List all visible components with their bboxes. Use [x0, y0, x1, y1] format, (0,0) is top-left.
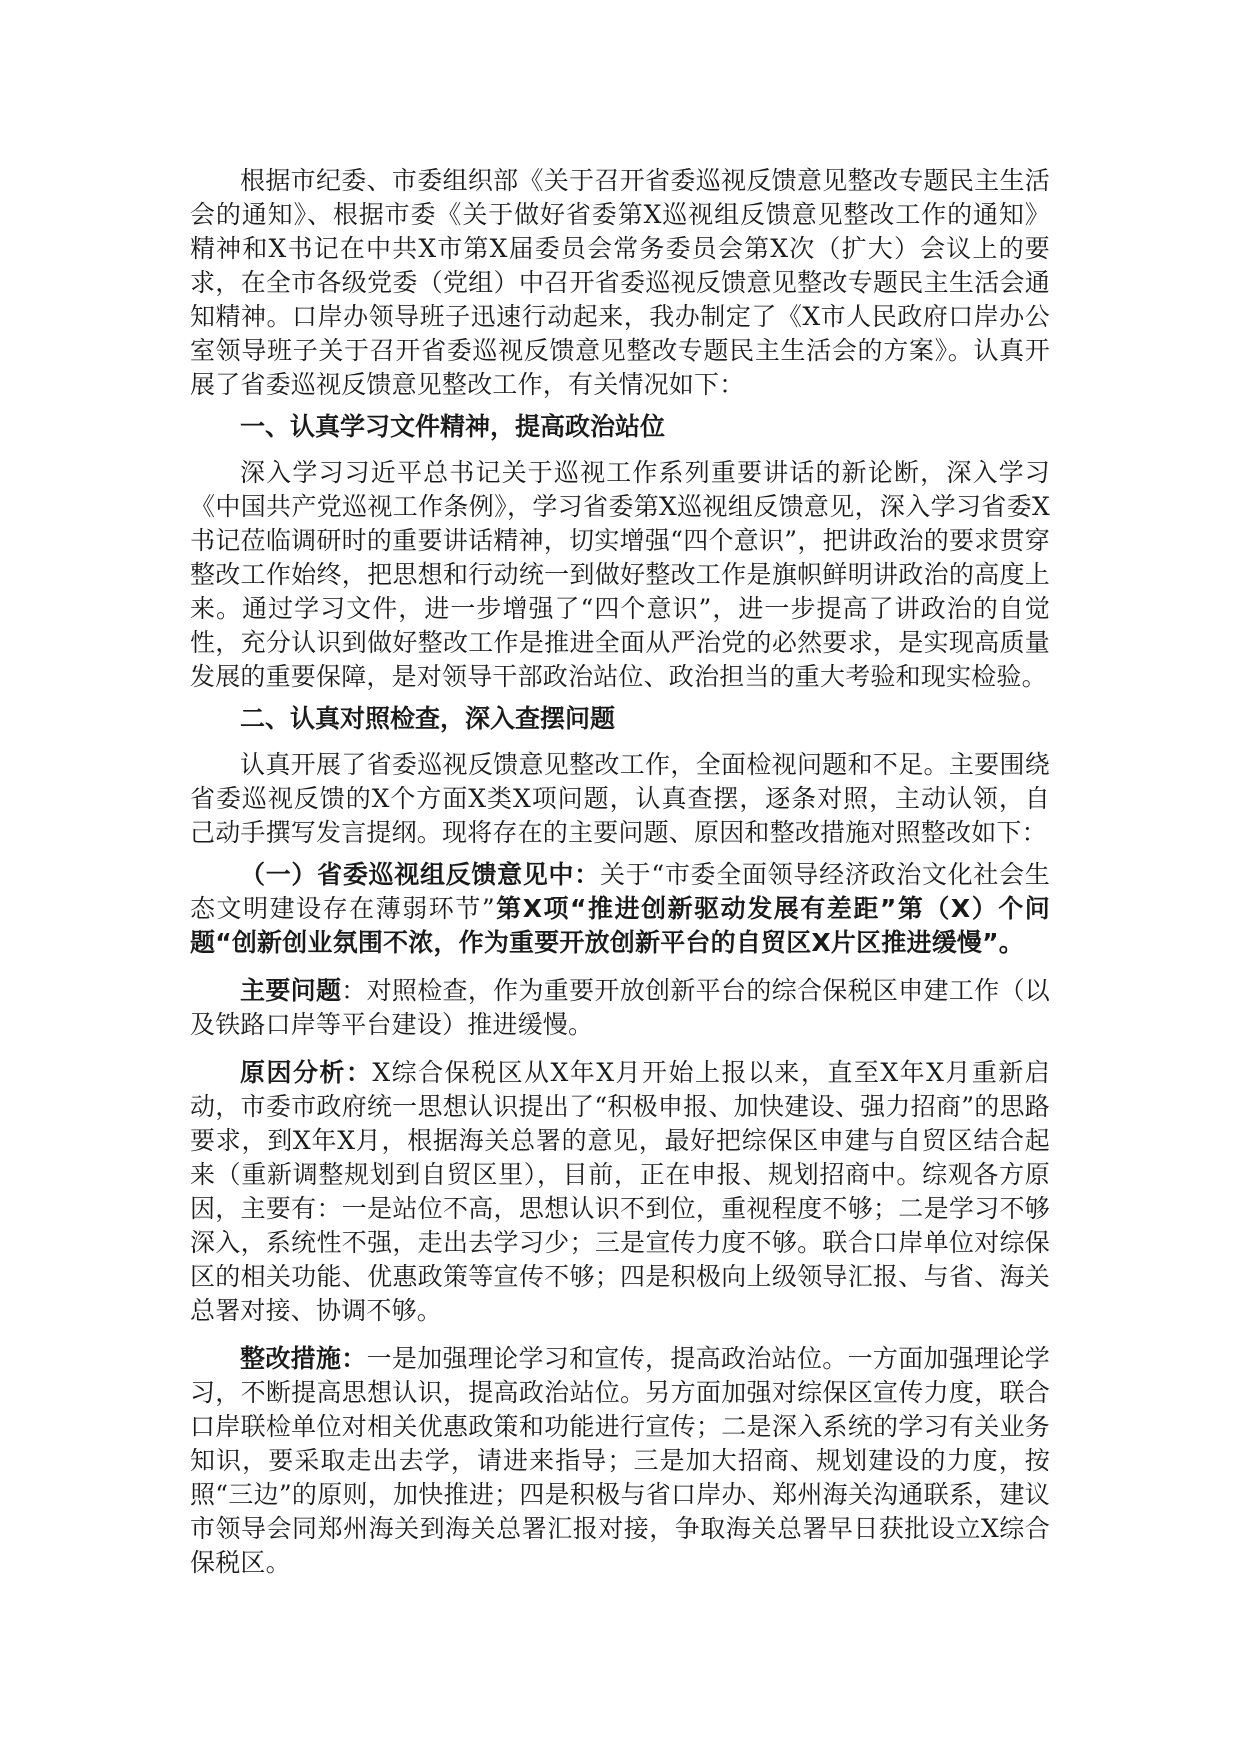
section-1-body: 深入学习习近平总书记关于巡视工作系列重要讲话的新论断，深入学习《中国共产党巡视工作条例》，学习省委第X巡视组反馈意见，深入学习省委X书记莅临调研时的重要讲话精神，切实增强“四个意识”，把讲政治的要求贯穿整改工作始终，把思想和行动统一到做好整改工作是旗帜鲜明讲政治的高度上来。通过学习文件，进一步增强了“四个意识”，进一步提高了讲政治的自觉性，充分认识到做好整改工作是推进全面从严治党的必然要求，是实现高质量发展的重要保障，是对领导干部政治站位、政治担当的重大考验和现实检验。: [190, 458, 1050, 691]
cause-paragraph: [190, 1056, 1050, 1328]
cause-label: 原因分析：: [240, 1058, 373, 1087]
item-1-paragraph: [190, 858, 1050, 960]
item-1-lead: （一）省委巡视组反馈意见中：: [240, 860, 600, 889]
document-page: [190, 164, 1050, 1588]
problem-paragraph: [190, 974, 1050, 1042]
measures-paragraph: [190, 1342, 1050, 1580]
measures-label: 整改措施：: [240, 1344, 367, 1373]
problem-label: 主要问题: [240, 976, 342, 1005]
item-1-bold: 第X项“推进创新驱动发展有差距”第（X）个问题“创新创业氛围不浓，作为重要开放创新平台的自贸区X片区推进缓慢”。: [190, 894, 1050, 957]
cause-text: X综合保税区从X年X月开始上报以来，直至X年X月重新启动，市委市政府统一思想认识提出了“积极申报、加快建设、强力招商”的思路要求，到X年X月，根据海关总署的意见，最好把综保区申建与自贸区结合起来（重新调整规划到自贸区里），目前，正在申报、规划招商中。综观各方原因，主要有：一是站位不高，思想认识不到位，重视程度不够；二是学习不够深入，系统性不强，走出去学习少；三是宣传力度不够。联合口岸单位对综保区的相关功能、优惠政策等宣传不够；四是积极向上级领导汇报、与省、海关总署对接、协调不够。: [190, 1058, 1050, 1325]
item-1-normal: 关于“市委全面领导经济政治文化社会生态文明建设存在薄弱环节”: [190, 860, 1050, 923]
section-1-heading: 一、认真学习文件精神，提高政治站位: [240, 412, 666, 441]
section-2-heading: 二、认真对照检查，深入查摆问题: [240, 704, 616, 733]
section-2-body: 认真开展了省委巡视反馈意见整改工作，全面检视问题和不足。主要围绕省委巡视反馈的X个方面X类X项问题，认真查摆，逐条对照，主动认领，自己动手撰写发言提纲。现将存在的主要问题、原因和整改措施对照整改如下：: [190, 750, 1050, 847]
measures-text: 一是加强理论学习和宣传，提高政治站位。一方面加强理论学习，不断提高思想认识，提高政治站位。另方面加强对综保区宣传力度，联合口岸联检单位对相关优惠政策和功能进行宣传；二是深入系统的学习有关业务知识，要采取走出去学，请进来指导；三是加大招商、规划建设的力度，按照“三边”的原则，加快推进；四是积极与省口岸办、郑州海关沟通联系，建议市领导会同郑州海关到海关总署汇报对接，争取海关总署早日获批设立X综合保税区。: [190, 1344, 1050, 1577]
intro-paragraph: 根据市纪委、市委组织部《关于召开省委巡视反馈意见整改专题民主生活会的通知》、根据市委《关于做好省委第X巡视组反馈意见整改工作的通知》精神和X书记在中共X市第X届委员会常务委员会第X次（扩大）会议上的要求，在全市各级党委（党组）中召开省委巡视反馈意见整改专题民主生活会通知精神。口岸办领导班子迅速行动起来，我办制定了《X市人民政府口岸办公室领导班子关于召开省委巡视反馈意见整改专题民主生活会的方案》。认真开展了省委巡视反馈意见整改工作，有关情况如下：: [190, 166, 1050, 399]
problem-text: ：对照检查，作为重要开放创新平台的综合保税区申建工作（以及铁路口岸等平台建设）推进缓慢。: [190, 976, 1050, 1039]
